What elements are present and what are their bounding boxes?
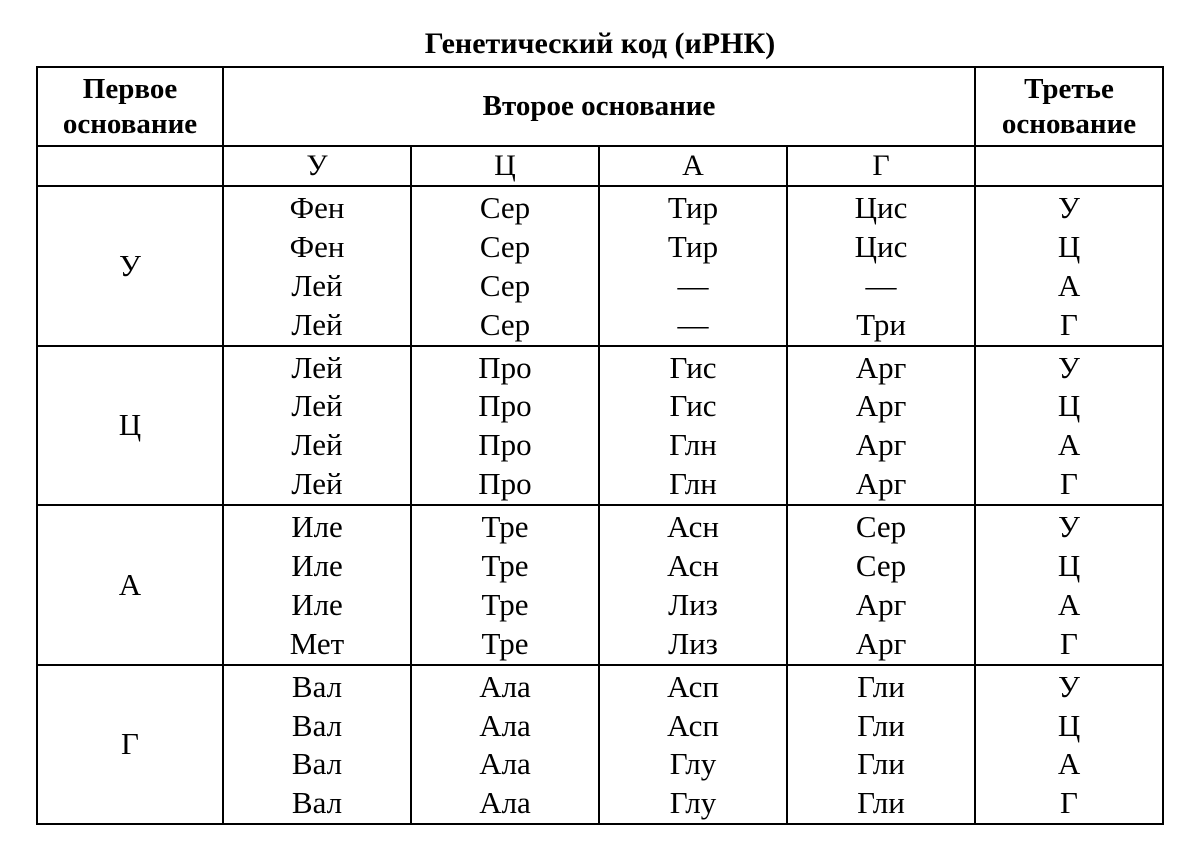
third-base-header: [975, 67, 1163, 146]
amino-acid: Гис: [669, 349, 717, 385]
amino-acid: Тре: [481, 548, 529, 584]
amino-acid: Сер: [855, 548, 907, 584]
amino-acid: Гли: [857, 668, 905, 704]
amino-acid-column-u: [223, 186, 411, 346]
third-base: Г: [1060, 466, 1078, 502]
second-base-a: А: [599, 146, 787, 186]
amino-acid: Лей: [291, 388, 343, 424]
third-base: Ц: [1057, 707, 1081, 743]
first-base-header-line-1: Первое: [82, 72, 178, 105]
first-base-header: [37, 67, 223, 146]
amino-acid: Про: [478, 427, 532, 463]
amino-acid-column-c: [411, 505, 599, 665]
amino-acid-column-u: [223, 346, 411, 506]
amino-acid: Сер: [855, 509, 907, 545]
third-base: А: [1057, 746, 1081, 782]
second-base-g: Г: [787, 146, 975, 186]
amino-acid: Гли: [857, 785, 905, 821]
amino-acid: Глу: [669, 746, 717, 782]
header-row: [37, 67, 1163, 146]
codon-group-row: [37, 505, 1163, 665]
amino-acid: Арг: [855, 466, 907, 502]
third-base: У: [1058, 190, 1080, 225]
amino-acid: Ала: [479, 746, 531, 782]
empty-cell: [975, 146, 1163, 186]
amino-acid-column-a: [599, 186, 787, 346]
third-base-column: [975, 505, 1163, 665]
third-base: У: [1058, 509, 1080, 545]
amino-acid: Глн: [669, 466, 717, 502]
amino-acid: Арг: [855, 427, 907, 463]
third-base-column: [975, 665, 1163, 825]
third-base: Г: [1060, 785, 1078, 821]
amino-acid-column-a: [599, 665, 787, 825]
amino-acid: Асп: [667, 668, 719, 704]
amino-acid-column-a: [599, 505, 787, 665]
amino-acid: Глн: [669, 427, 717, 463]
amino-acid: Тре: [481, 625, 529, 661]
amino-acid: Сер: [479, 267, 531, 303]
amino-acid: Гли: [857, 746, 905, 782]
first-base-header-line-2: основание: [62, 107, 198, 140]
amino-acid-column-c: [411, 665, 599, 825]
amino-acid-column-c: [411, 346, 599, 506]
codon-group-row: [37, 346, 1163, 506]
amino-acid: Глу: [669, 785, 717, 821]
amino-acid: Ала: [479, 785, 531, 821]
amino-acid: Лей: [291, 306, 343, 342]
third-base: У: [1058, 668, 1080, 704]
amino-acid: Про: [478, 466, 532, 502]
amino-acid-column-u: [223, 665, 411, 825]
amino-acid: Иле: [291, 548, 343, 584]
amino-acid: Лей: [291, 466, 343, 502]
third-base: А: [1057, 267, 1081, 303]
amino-acid-column-c: [411, 186, 599, 346]
amino-acid: Три: [856, 306, 906, 342]
third-base: Ц: [1057, 388, 1081, 424]
amino-acid: Сер: [479, 190, 531, 225]
first-base-cell: У: [37, 186, 223, 346]
amino-acid: Ала: [479, 707, 531, 743]
amino-acid: Фен: [289, 228, 345, 264]
third-base: Г: [1060, 306, 1078, 342]
amino-acid: Сер: [479, 228, 531, 264]
second-base-u: У: [223, 146, 411, 186]
amino-acid: Арг: [855, 586, 907, 622]
codon-group-row: [37, 665, 1163, 825]
amino-acid: Вал: [291, 785, 343, 821]
first-base-cell: А: [37, 505, 223, 665]
amino-acid: Мет: [289, 625, 345, 661]
amino-acid: Вал: [291, 746, 343, 782]
third-base: Ц: [1057, 548, 1081, 584]
amino-acid: Про: [478, 349, 532, 385]
amino-acid: —: [677, 306, 709, 342]
amino-acid: Лиз: [668, 625, 718, 661]
amino-acid: Лей: [291, 267, 343, 303]
amino-acid: Арг: [855, 388, 907, 424]
amino-acid-column-a: [599, 346, 787, 506]
amino-acid: Лиз: [668, 586, 718, 622]
amino-acid: Цис: [854, 190, 908, 225]
amino-acid-column-u: [223, 505, 411, 665]
amino-acid: Вал: [291, 668, 343, 704]
amino-acid: Гли: [857, 707, 905, 743]
amino-acid: Цис: [854, 228, 908, 264]
third-base: Ц: [1057, 228, 1081, 264]
first-base-cell: Г: [37, 665, 223, 825]
amino-acid: Ала: [479, 668, 531, 704]
amino-acid: Лей: [291, 349, 343, 385]
amino-acid: Тре: [481, 509, 529, 545]
amino-acid: Арг: [855, 349, 907, 385]
codon-group-row: [37, 186, 1163, 346]
third-base: А: [1057, 586, 1081, 622]
third-base-column: [975, 186, 1163, 346]
amino-acid: Иле: [291, 509, 343, 545]
first-base-cell: Ц: [37, 346, 223, 506]
amino-acid: Арг: [855, 625, 907, 661]
amino-acid: —: [677, 267, 709, 303]
amino-acid: Вал: [291, 707, 343, 743]
empty-cell: [37, 146, 223, 186]
amino-acid: Гис: [669, 388, 717, 424]
third-base-header-line-1: Третье: [1024, 72, 1114, 105]
genetic-code-table: [36, 66, 1164, 825]
amino-acid-column-g: [787, 665, 975, 825]
amino-acid: Асн: [667, 548, 719, 584]
amino-acid: Иле: [291, 586, 343, 622]
third-base: А: [1057, 427, 1081, 463]
amino-acid: Тре: [481, 586, 529, 622]
amino-acid-column-g: [787, 505, 975, 665]
amino-acid: —: [865, 267, 897, 303]
second-base-row: [37, 146, 1163, 186]
amino-acid: Тир: [667, 190, 719, 225]
third-base-column: [975, 346, 1163, 506]
amino-acid: Асн: [667, 509, 719, 545]
third-base: Г: [1060, 625, 1078, 661]
amino-acid: Сер: [479, 306, 531, 342]
amino-acid: Асп: [667, 707, 719, 743]
amino-acid: Лей: [291, 427, 343, 463]
amino-acid-column-g: [787, 346, 975, 506]
amino-acid: Фен: [289, 190, 345, 225]
amino-acid: Про: [478, 388, 532, 424]
third-base-header-line-2: основание: [1001, 107, 1137, 140]
second-base-header: Второе основание: [223, 67, 975, 146]
table-title: Генетический код (иРНК): [424, 27, 776, 60]
amino-acid-column-g: [787, 186, 975, 346]
codon-groups: [37, 186, 1163, 824]
amino-acid: Тир: [667, 228, 719, 264]
second-base-c: Ц: [411, 146, 599, 186]
third-base: У: [1058, 349, 1080, 385]
